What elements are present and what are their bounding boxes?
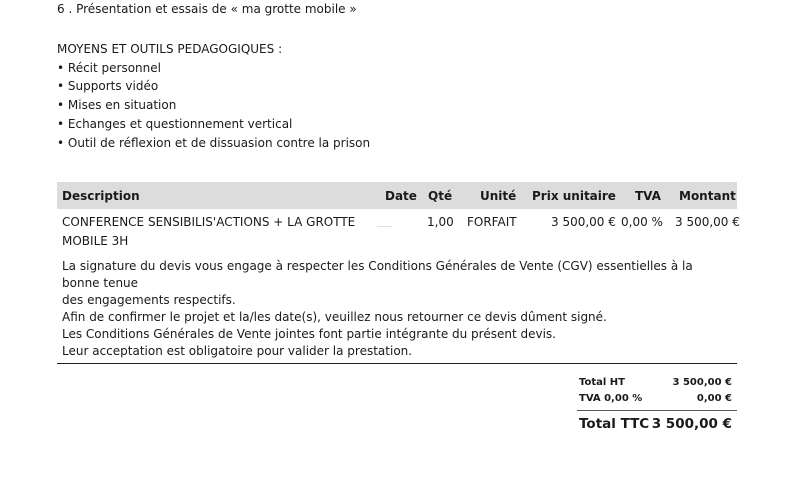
tva-value: 0,00 € <box>696 393 732 404</box>
row-description-line1: CONFERENCE SENSIBILIS'ACTIONS + LA GROTTE <box>62 215 356 229</box>
date-placeholder-mark <box>377 226 392 227</box>
total-ttc-label: Total TTC <box>579 416 650 432</box>
note-line: Les Conditions Générales de Vente jointes font partie intégrante du présent devis. <box>62 327 556 341</box>
header-date: Date <box>385 189 417 203</box>
row-description-line2: MOBILE 3H <box>62 234 129 248</box>
table-header <box>57 182 737 209</box>
section-divider <box>57 363 737 364</box>
total-ht-value: 3 500,00 € <box>672 377 732 388</box>
section-title: 6 . Présentation et essais de « ma grotte mobile » <box>57 2 357 16</box>
row-qty: 1,00 <box>427 215 454 229</box>
row-unit: FORFAIT <box>467 215 517 229</box>
note-line: Leur acceptation est obligatoire pour valider la prestation. <box>62 344 413 358</box>
terms-notes <box>62 258 734 360</box>
note-line: Afin de confirmer le projet et la/les date(s), veuillez nous retourner ce devis dûment signé. <box>62 310 607 324</box>
row-unit-price: 3 500,00 € <box>551 215 616 229</box>
row-tva: 0,00 % <box>621 215 663 229</box>
means-item: • Echanges et questionnement vertical <box>57 116 293 131</box>
row-amount: 3 500,00 € <box>675 215 740 229</box>
total-ttc-value: 3 500,00 € <box>651 416 732 432</box>
means-item: • Outil de réflexion et de dissuasion contre la prison <box>57 135 371 150</box>
means-heading: MOYENS ET OUTILS PEDAGOGIQUES : <box>57 42 283 56</box>
means-item: • Supports vidéo <box>57 79 159 94</box>
total-ht-label: Total HT <box>579 377 625 388</box>
note-line: des engagements respectifs. <box>62 293 236 307</box>
header-description: Description <box>62 189 140 203</box>
header-amount: Montant <box>679 189 736 203</box>
header-tva: TVA <box>635 189 661 203</box>
tva-label: TVA 0,00 % <box>579 393 643 404</box>
means-item: • Mises en situation <box>57 98 177 113</box>
note-line: La signature du devis vous engage à respecter les Conditions Générales de Vente (CGV) essentielles à la bonne tenue <box>62 259 693 290</box>
header-unit: Unité <box>480 189 517 203</box>
header-qty: Qté <box>428 189 453 203</box>
pedagogical-means <box>57 40 370 152</box>
totals-divider <box>577 410 737 411</box>
means-item: • Récit personnel <box>57 60 161 75</box>
header-unit-price: Prix unitaire <box>532 189 616 203</box>
